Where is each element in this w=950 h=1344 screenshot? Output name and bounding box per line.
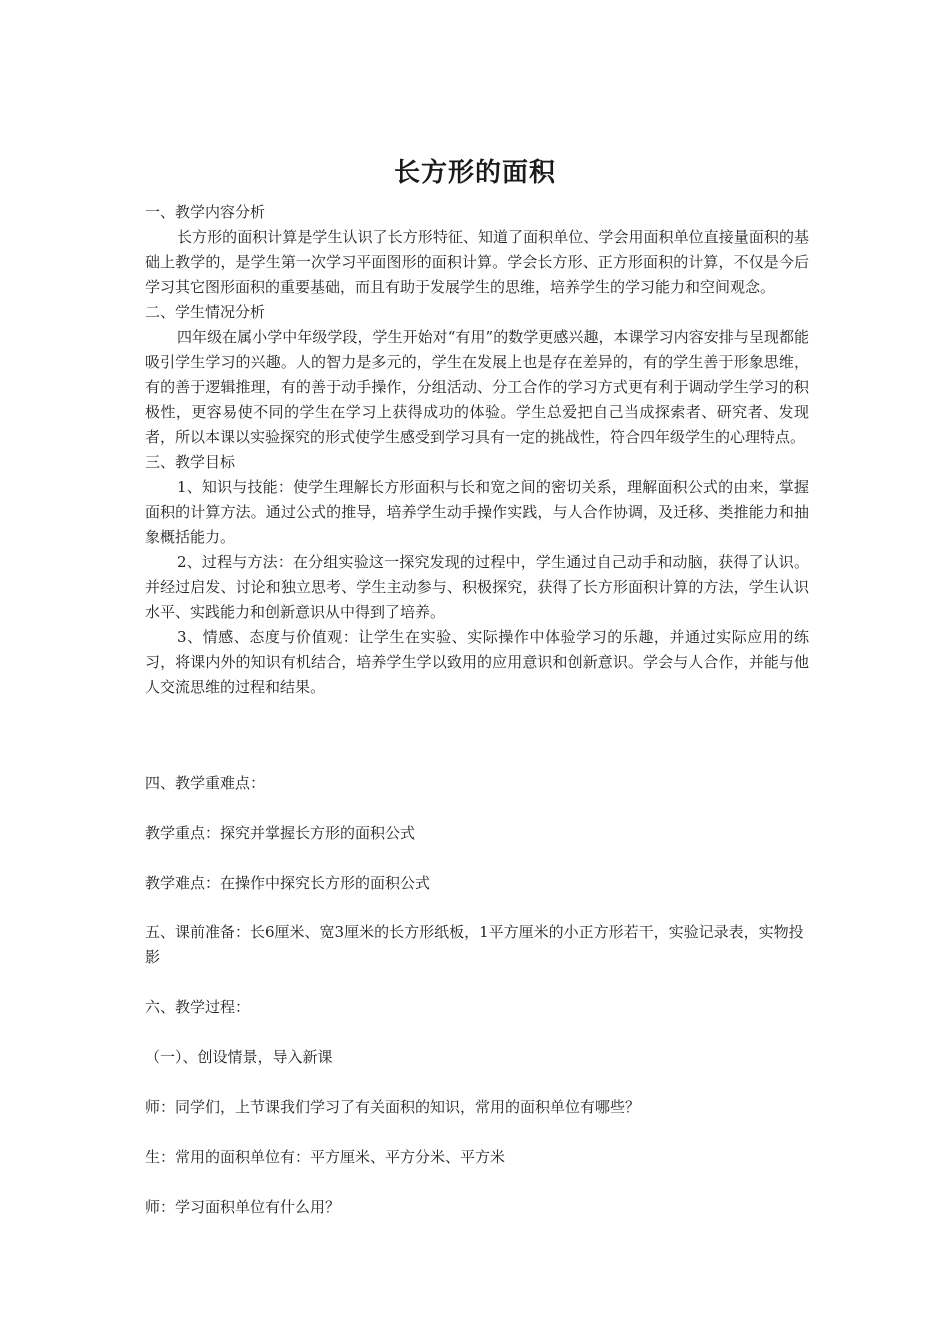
goal-emotion-values: 3、情感、态度与价值观：让学生在实验、实际操作中体验学习的乐趣，并通过实际应用的练习，将课内外的知识有机结合，培养学生学以致用的应用意识和创新意识。学会与人合作，并能与他人交流思维的过程和结果。: [145, 628, 809, 696]
goal-knowledge-skills: 1、知识与技能：使学生理解长方形面积与长和宽之间的密切关系，理解面积公式的由来，掌握面积的计算方法。通过公式的推导，培养学生动手操作实践，与人合作协调，及迁移、类推能力和抽象概括能力。: [145, 478, 809, 546]
dialog-line-teacher-1: 师：同学们，上节课我们学习了有关面积的知识，常用的面积单位有哪些？: [145, 1098, 641, 1116]
section-heading-teaching-goals: 三、教学目标: [145, 453, 236, 471]
paragraph-content-analysis: 长方形的面积计算是学生认识了长方形特征、知道了面积单位、学会用面积单位直接量面积的基础上教学的，是学生第一次学习平面图形的面积计算。学会长方形、正方形面积的计算，不仅是今后学习其它图形面积的重要基础，而且有助于发展学生的思维，培养学生的学习能力和空间观念。: [145, 228, 809, 296]
section-heading-teaching-process: 六、教学过程：: [145, 998, 251, 1016]
body-block-upper: [145, 200, 809, 700]
dialog-line-teacher-2: 师：学习面积单位有什么用？: [145, 1198, 341, 1216]
dialog-line-student-1: 生：常用的面积单位有：平方厘米、平方分米、平方米: [145, 1148, 506, 1166]
key-point-text: 教学重点：探究并掌握长方形的面积公式: [145, 824, 416, 842]
difficult-point-text: 教学难点：在操作中探究长方形的面积公式: [145, 874, 431, 892]
section-heading-content-analysis: 一、教学内容分析: [145, 203, 266, 221]
step-heading-intro: （一）、创设情景，导入新课: [145, 1048, 333, 1066]
paragraph-student-analysis: 四年级在属小学中年级学段，学生开始对“有用”的数学更感兴趣，本课学习内容安排与呈现都能吸引学生学习的兴趣。人的智力是多元的，学生在发展上也是存在差异的，有的学生善于形象思维，有的善于逻辑推理，有的善于动手操作，分组活动、分工合作的学习方式更有利于调动学生学习的积极性，更容易使不同的学生在学习上获得成功的体验。学生总爱把自己当成探索者、研究者、发现者，所以本课以实验探究的形式使学生感受到学习具有一定的挑战性，符合四年级学生的心理特点。: [145, 328, 809, 446]
goal-process-methods: 2、过程与方法：在分组实验这一探究发现的过程中，学生通过自己动手和动脑，获得了认识。并经过启发、讨论和独立思考、学生主动参与、积极探究，获得了长方形面积计算的方法，学生认识水平、实践能力和创新意识从中得到了培养。: [145, 553, 809, 621]
preparation-text: 五、课前准备：长6厘米、宽3厘米的长方形纸板，1平方厘米的小正方形若干，实验记录表，实物投影: [145, 923, 804, 966]
document-title: 长方形的面积: [393, 158, 556, 188]
section-heading-key-difficult-points: 四、教学重难点：: [145, 774, 266, 792]
section-heading-student-analysis: 二、学生情况分析: [145, 303, 266, 321]
